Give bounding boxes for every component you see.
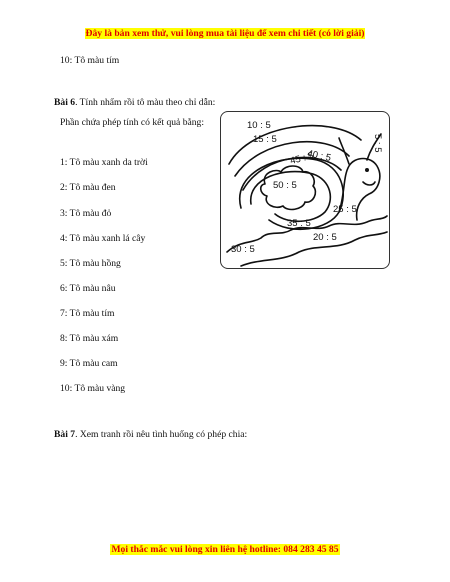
snail-smile [363,182,375,185]
antenna-left [339,138,349,164]
expr-10-div-5: 10 : 5 [247,120,271,131]
color-rule-6: 6: Tô màu nâu [60,283,116,294]
expr-20-div-5: 20 : 5 [313,232,337,243]
exercise-6-number: Bài 6 [54,97,76,108]
expr-45-div-5: 45 : 5 [289,150,315,167]
hotline-banner [0,544,450,555]
expr-40-div-5: 40 : 5 [306,148,332,164]
hotline-text: Mọi thắc mắc vui lòng xin liên hệ hotline: 084 283 45 85 [111,544,339,555]
expr-35-div-5: 35 : 5 [287,218,311,229]
color-rule-5: 5: Tô màu hồng [60,258,121,269]
color-rule-8: 8: Tô màu xám [60,333,119,344]
exercise-6-heading [54,97,215,108]
expr-5-div-5: 5 : 5 [372,134,383,153]
exercise-6-instruction: . Tính nhẩm rồi tô màu theo chỉ dẫn: [75,97,216,108]
snail-coloring-picture [220,111,390,269]
exercise-6-intro: Phần chứa phép tính có kết quả bằng: [60,117,205,128]
color-rule-7: 7: Tô màu tím [60,308,115,319]
snail-eye [365,168,369,172]
exercise-7-instruction: . Xem tranh rồi nêu tình huống có phép chia: [75,429,248,440]
color-rule-9: 9: Tô màu cam [60,358,118,369]
exercise-7-heading [54,429,247,440]
preview-notice-banner [0,28,450,39]
exercise-7-number: Bài 7 [54,429,76,440]
expr-25-div-5: 25 : 5 [333,204,357,215]
expr-50-div-5: 50 : 5 [273,180,297,191]
previous-exercise-line: 10: Tô màu tím [60,55,120,66]
expr-15-div-5: 15 : 5 [253,134,277,145]
color-rule-4: 4: Tô màu xanh lá cây [60,233,146,244]
preview-notice-text: Đây là bản xem thử, vui lòng mua tài liệu để xem chi tiết (có lời giải) [85,28,365,39]
color-rule-10: 10: Tô màu vàng [60,383,126,394]
expr-30-div-5: 30 : 5 [231,244,255,255]
shell-spiral-middle [251,172,331,222]
color-rule-2: 2: Tô màu đen [60,182,116,193]
color-rule-1: 1: Tô màu xanh da trời [60,157,148,168]
color-rule-3: 3: Tô màu đỏ [60,208,112,219]
